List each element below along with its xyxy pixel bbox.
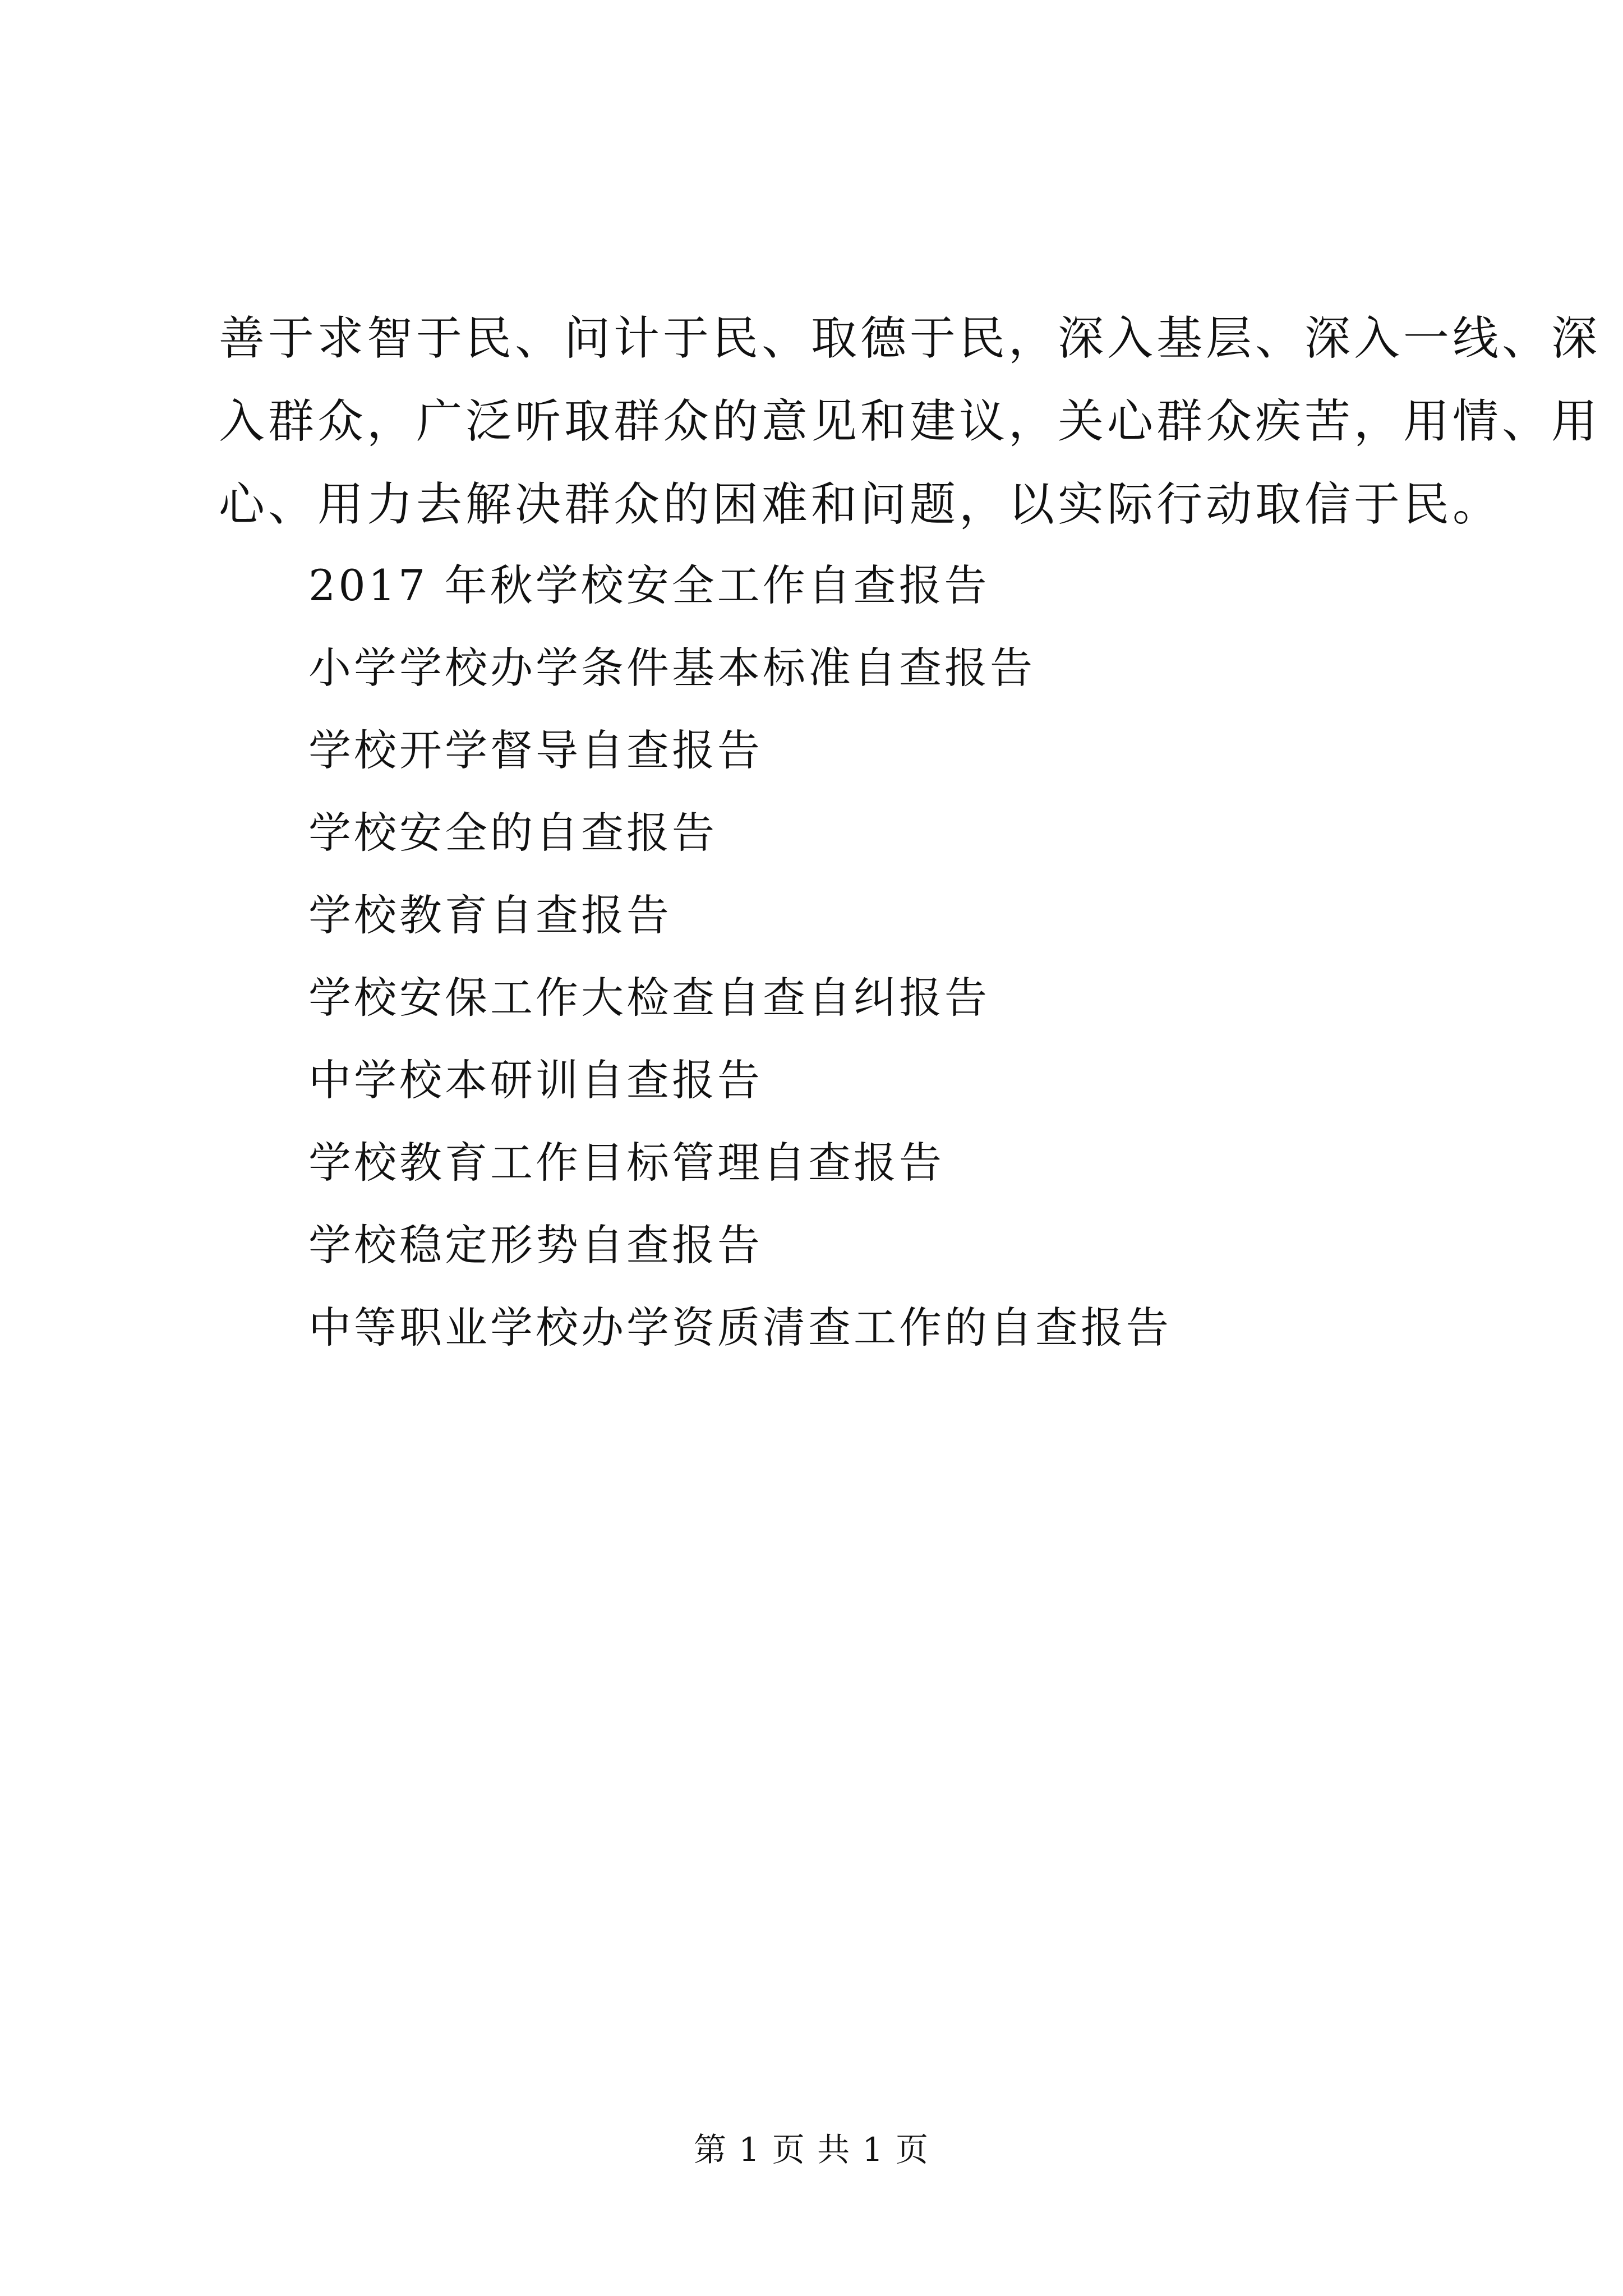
page-number-footer: 第 1 页 共 1 页 bbox=[694, 2131, 929, 2169]
related-title-item: 学校安全的自查报告 bbox=[308, 808, 717, 858]
related-title-item: 2017 年秋学校安全工作自查报告 bbox=[308, 560, 990, 610]
related-title-item: 中学校本研训自查报告 bbox=[308, 1055, 763, 1105]
related-title-item: 学校教育工作目标管理自查报告 bbox=[308, 1138, 944, 1188]
related-title-item: 中等职业学校办学资质清查工作的自查报告 bbox=[308, 1303, 1172, 1352]
paragraph-line: 入群众，广泛听取群众的意见和建议，关心群众疾苦，用情、用 bbox=[219, 395, 1601, 448]
related-title-item: 小学学校办学条件基本标准自查报告 bbox=[308, 643, 1035, 693]
related-title-item: 学校安保工作大检查自查自纠报告 bbox=[308, 973, 990, 1023]
body-paragraph bbox=[219, 297, 1601, 546]
related-title-item: 学校稳定形势自查报告 bbox=[308, 1220, 763, 1270]
paragraph-line: 善于求智于民、问计于民、取德于民，深入基层、深入一线、深 bbox=[219, 312, 1601, 365]
paragraph-line: 心、用力去解决群众的困难和问题，以实际行动取信于民。 bbox=[219, 478, 1502, 531]
related-title-item: 学校教育自查报告 bbox=[308, 890, 672, 940]
related-titles-list bbox=[308, 544, 1486, 1369]
related-title-item: 学校开学督导自查报告 bbox=[308, 725, 763, 775]
